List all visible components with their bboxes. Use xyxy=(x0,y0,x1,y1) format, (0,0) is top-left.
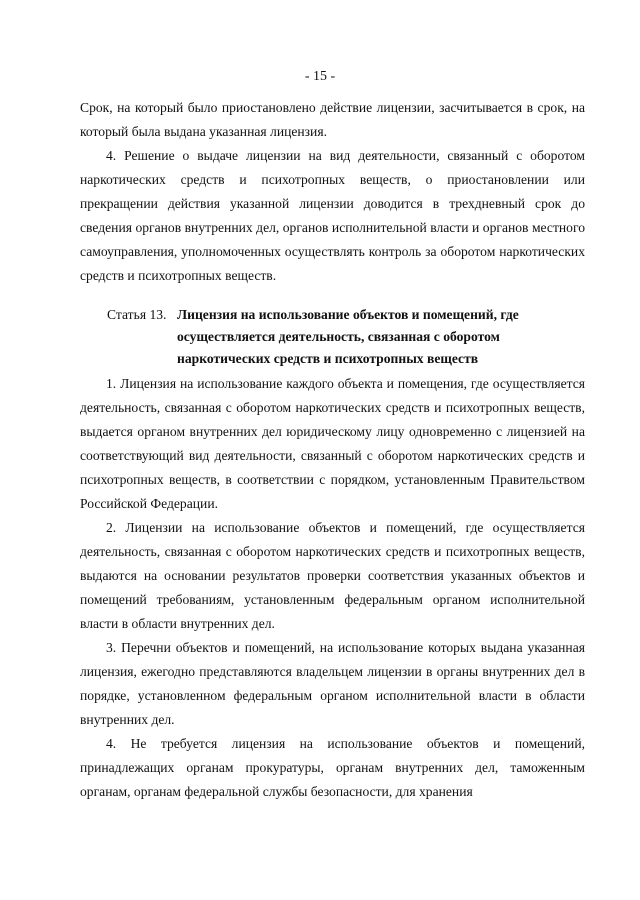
article-title: Лицензия на использование объектов и помещений, где осуществляется деятельность, связанная с оборотом наркотических средств и психотропных веществ xyxy=(177,307,519,366)
paragraph-continuation: Срок, на который было приостановлено действие лицензии, засчитывается в срок, на который была выдана указанная лицензия. xyxy=(80,100,585,139)
paragraph-item-1: 1. Лицензия на использование каждого объекта и помещения, где осуществляется деятельность, связанная с оборотом наркотических средств и психотропных веществ, выдается органом внутренних дел юридическому лицу одновременно с лицензией на соответствующий вид деятельности, связанный с оборотом наркотических средств и психотропных веществ, в соответствии с порядком, установленным Правительством Российской Федерации. xyxy=(80,376,585,511)
text-block-article-13 xyxy=(80,372,585,804)
paragraph-item-4: 4. Не требуется лицензия на использование объектов и помещений, принадлежащих органам прокуратуры, органам внутренних дел, таможенным органам, органам федеральной службы безопасности, для хранения xyxy=(80,736,585,799)
article-number: Статья 13. xyxy=(107,307,167,322)
paragraph-item-3: 3. Перечни объектов и помещений, на использование которых выдана указанная лицензия, ежегодно представляются владельцем лицензии в органы внутренних дел в порядке, установленном федеральным органом исполнительной власти в области внутренних дел. xyxy=(80,640,585,727)
paragraph-item-2: 2. Лицензии на использование объектов и помещений, где осуществляется деятельность, связанная с оборотом наркотических средств и психотропных веществ, выдаются на основании результатов проверки соответствия указанных объектов и помещений требованиям, установленным федеральным органом исполнительной власти в области внутренних дел. xyxy=(80,520,585,631)
page-number: - 15 - xyxy=(304,69,336,84)
paragraph-item-4: 4. Решение о выдаче лицензии на вид деятельности, связанный с оборотом наркотических средств и психотропных веществ, о приостановлении или прекращении действия указанной лицензии доводится в трехдневный срок до сведения органов внутренних дел, органов исполнительной власти и органов местного самоуправления, уполномоченных осуществлять контроль за оборотом наркотических средств и психотропных веществ. xyxy=(80,148,585,283)
text-block-top xyxy=(80,96,585,288)
